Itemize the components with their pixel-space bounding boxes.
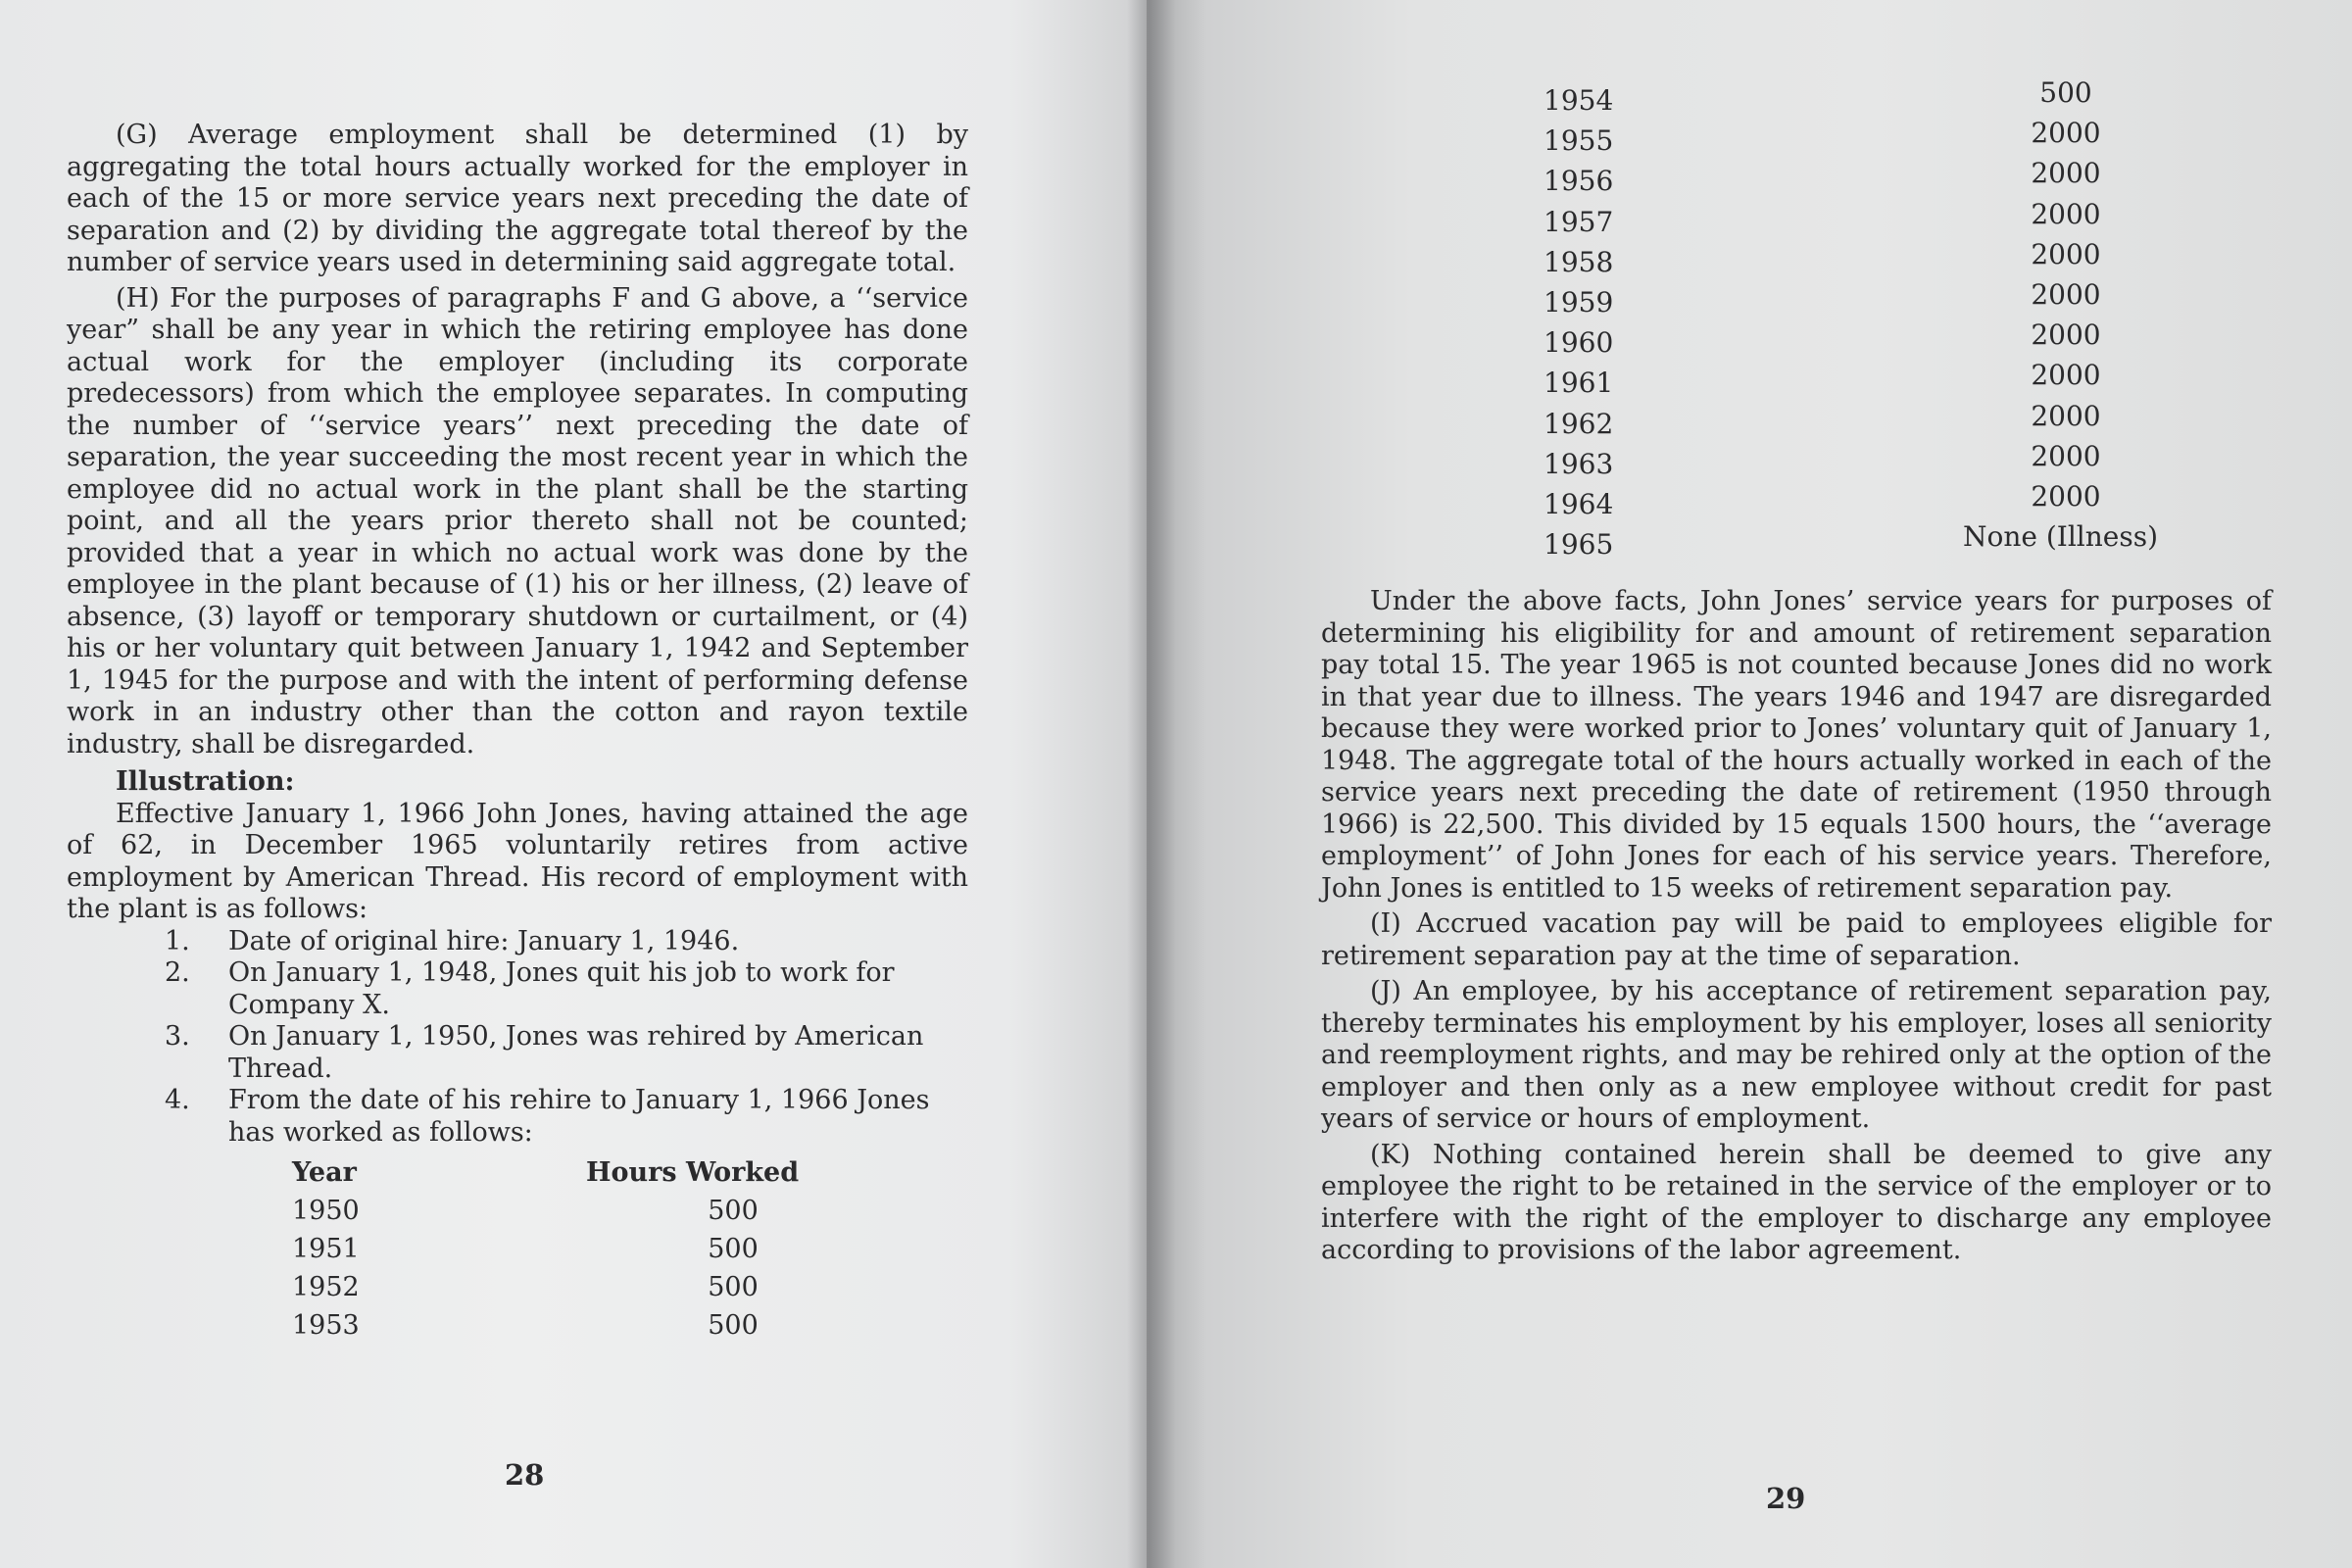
year-cell: 1965 [1544,528,1614,562]
illustration-heading: Illustration: [116,766,295,797]
list-item-number: 1. [165,925,190,956]
year-cell: 1952 [292,1272,360,1303]
list-item-text: From the date of his rehire to January 1, 1966 Jones has worked as follows: [228,1085,930,1148]
year-cell: 1961 [1544,367,1614,400]
hours-cell: 2000 [2031,479,2101,513]
year-cell: 1960 [1544,326,1614,360]
paragraph-j: (J) An employee, by his acceptance of retirement separation pay, thereby terminates his employment by his employer, loses all seniority and reemployment rights, and may be rehired only at the option of the employer and then only as a new employee without credit for past years of service or hours of employment. [1321,976,2272,1134]
hours-cell: 2000 [2031,439,2101,472]
paragraph-k: (K) Nothing contained herein shall be deemed to give any employee the right to be retained in the service of the employer or to interfere with the right of the employer to discharge any employee according to provisions of the labor agreement. [1321,1139,2272,1265]
paragraph-g: (G) Average employment shall be determined (1) by aggregating the total hours actually worked for the employer in each of the 15 or more service years next preceding the date of separation and (2) by dividing the aggregate total thereof by the number of service years used in determining said aggregate total. [67,120,968,277]
list-item [67,1085,968,1149]
year-cell: 1950 [292,1196,360,1227]
hours-cell: 2000 [2031,318,2101,352]
list-item-number: 4. [165,1085,190,1115]
table-row [292,1269,880,1307]
hours-cell: 500 [2039,76,2092,109]
hours-cell: 2000 [2031,197,2101,230]
year-cell: 1956 [1544,165,1614,198]
hours-column-header: Hours Worked [586,1157,800,1189]
table-row [292,1307,880,1346]
year-cell: 1957 [1544,205,1614,238]
book-gutter [1127,0,1176,1568]
year-cell: 1964 [1544,487,1614,520]
year-cell: 1958 [1544,245,1614,278]
hours-cell: 500 [708,1234,759,1265]
hours-cell: 500 [708,1310,759,1342]
hours-cell: 2000 [2031,277,2101,311]
paragraph-i: (I) Accrued vacation pay will be paid to employees eligible for retirement separation pay at the time of separation. [1321,908,2272,971]
paragraph-h: (H) For the purposes of paragraphs F and G above, a ‘‘service year” shall be any year in which the retiring employee has done actual work for the employer (including its corporate predecessors) from which the employee separates. In computing the number of ‘‘service years’’ next preceding the date of separation, the year succeeding the most recent year in which the employee did no actual work in the plant shall be the starting point, and all the years prior thereto shall not be counted; provided that a year in which no actual work was done by the employee in the plant because of (1) his or her illness, (2) leave of absence, (3) layoff or temporary shutdown or curtailment, or (4) his or her voluntary quit between January 1, 1942 and September 1, 1945 for the purpose and with the intent of performing defense work in an industry other than the cotton and rayon textile industry, shall be disregarded. [67,282,968,760]
page-number: 29 [1766,1482,1806,1515]
hours-cell: 2000 [2031,157,2101,190]
hours-cell: 2000 [2031,359,2101,392]
hours-cell: 500 [708,1196,759,1227]
year-cell: 1951 [292,1234,360,1265]
year-cell: 1955 [1544,124,1614,158]
list-item [67,1021,968,1085]
year-cell: 1962 [1544,407,1614,440]
illustration-intro: Effective January 1, 1966 John Jones, having attained the age of 62, in December 1965 voluntarily retires from active employment by American Thread. His record of employment with the plant is as follows: [67,798,968,924]
hours-cell: 2000 [2031,237,2101,270]
hours-worked-table [292,1154,880,1346]
table-row [292,1231,880,1269]
year-cell: 1954 [1544,84,1614,117]
table-row [1544,520,2230,568]
list-item-text: On January 1, 1950, Jones was rehired by American Thread. [228,1021,924,1084]
page-number: 28 [505,1458,545,1492]
right-page-text [1321,586,2272,1267]
list-item-text: Date of original hire: January 1, 1946. [228,925,740,956]
table-header-row [292,1154,880,1193]
left-page-text [67,120,968,1346]
list-item [67,957,968,1021]
year-column-header: Year [292,1157,357,1189]
hours-worked-table-continued [1544,76,2230,568]
employment-record-list [67,926,968,1150]
list-item-text: On January 1, 1948, Jones quit his job to work for Company X. [228,957,895,1020]
table-row [292,1193,880,1231]
list-item-number: 2. [165,957,190,988]
year-cell: 1953 [292,1310,360,1342]
year-cell: 1959 [1544,285,1614,318]
hours-cell: 500 [708,1272,759,1303]
paragraph-illustration-result: Under the above facts, John Jones’ service years for purposes of determining his eligibility for and amount of retirement separation pay total 15. The year 1965 is not counted because Jones did no work in that year due to illness. The years 1946 and 1947 are disregarded because they were worked prior to Jones’ voluntary quit of January 1, 1948. The aggregate total of the hours actually worked in each of the service years next preceding the date of retirement (1950 through 1966) is 22,500. This divided by 15 equals 1500 hours, the ‘‘average employment’’ of John Jones for each of his service years. Therefore, John Jones is entitled to 15 weeks of retirement separation pay. [1321,586,2272,904]
list-item [67,926,968,958]
left-page [0,0,1147,1568]
hours-cell: 2000 [2031,399,2101,432]
hours-cell: 2000 [2031,117,2101,150]
hours-cell: None (Illness) [1963,520,2159,554]
list-item-number: 3. [165,1021,190,1052]
year-cell: 1963 [1544,447,1614,480]
